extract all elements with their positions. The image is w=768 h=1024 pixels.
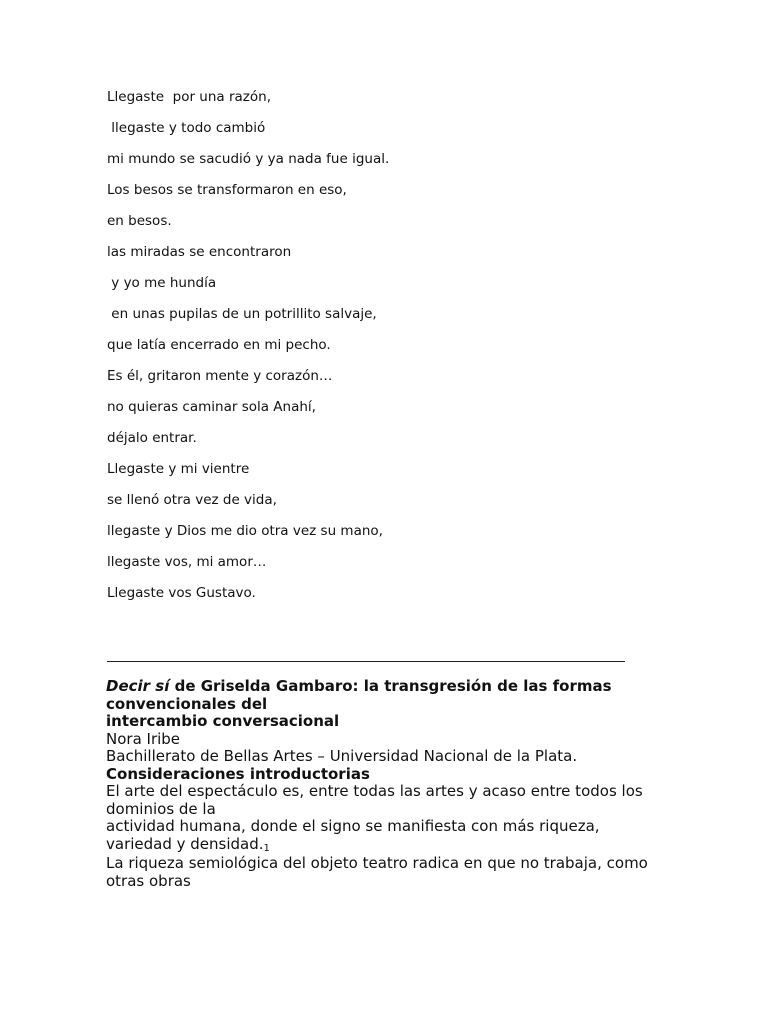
poem-line: llegaste y todo cambió [107, 120, 266, 136]
article-title-line2: intercambio conversacional [106, 712, 340, 730]
poem-line: llegaste vos, mi amor… [107, 554, 267, 570]
article [106, 678, 666, 890]
article-title-italic: Decir sí [106, 677, 170, 695]
poem-line: Llegaste y mi vientre [107, 461, 250, 477]
poem-line: llegaste y Dios me dio otra vez su mano, [107, 523, 383, 539]
horizontal-rule [107, 661, 625, 662]
poem-line: Los besos se transformaron en eso, [107, 182, 347, 198]
paragraph-1 [106, 783, 666, 855]
poem-line: en unas pupilas de un potrillito salvaje, [107, 306, 377, 322]
poem-line: Es él, gritaron mente y corazón… [107, 368, 333, 384]
footnote-marker[interactable]: 1 [263, 842, 270, 854]
paragraph-1-line1: El arte del espectáculo es, entre todas las artes y acaso entre todos los dominios de la [106, 782, 643, 818]
article-title-rest: de Griselda Gambaro: la transgresión de las formas convencionales del [106, 677, 612, 713]
poem-line: y yo me hundía [107, 275, 217, 291]
poem-line: que latía encerrado en mi pecho. [107, 337, 331, 353]
poem-line: no quieras caminar sola Anahí, [107, 399, 316, 415]
poem-line: se llenó otra vez de vida, [107, 492, 277, 508]
article-affiliation: Bachillerato de Bellas Artes – Universidad Nacional de la Plata. [106, 747, 578, 765]
paragraph-1-line2: actividad humana, donde el signo se manifiesta con más riqueza, variedad y densidad. [106, 817, 600, 853]
article-title [106, 678, 666, 731]
poem-line: Llegaste por una razón, [107, 89, 271, 105]
poem-line: déjalo entrar. [107, 430, 197, 446]
article-author: Nora Iribe [106, 729, 181, 748]
poem [107, 87, 707, 614]
poem-line: en besos. [107, 213, 172, 229]
section-heading: Consideraciones introductorias [106, 764, 370, 783]
paragraph-2 [106, 855, 666, 890]
poem-line: Llegaste vos Gustavo. [107, 585, 256, 601]
paragraph-2-line1: La riqueza semiológica del objeto teatro radica en que no trabaja, como otras obras [106, 854, 648, 890]
poem-line: las miradas se encontraron [107, 244, 292, 260]
poem-line: mi mundo se sacudió y ya nada fue igual. [107, 151, 390, 167]
